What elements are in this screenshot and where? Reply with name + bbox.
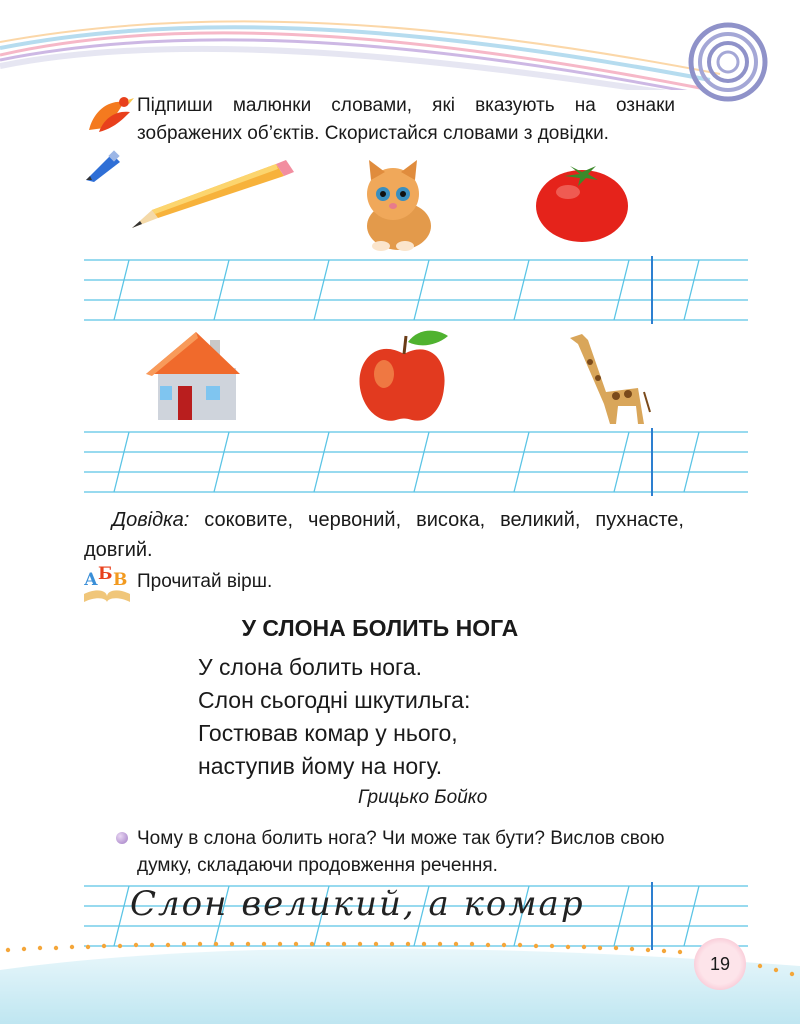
poem-title: У СЛОНА БОЛИТЬ НОГА [241,615,519,641]
task-instruction: Підпиши малюнки словами, які вказують на ознаки зображених об’єктів. Скористайся словами з довідки. [137,95,675,144]
poem-line: наступив йому на ногу. [198,753,443,779]
spiral-icon [688,22,768,102]
giraffe-picture [560,326,656,426]
hint-label: Довідка: [112,509,190,531]
abc-book-icon [82,564,132,604]
bird-icon [84,90,134,138]
abc-letter-a: А [84,570,98,590]
writing-lines-1 [84,256,748,324]
poem-body [198,651,470,783]
poem-line: У слона болить нога. [198,654,423,680]
pen-icon [82,148,124,184]
header-decoration [0,0,800,90]
abc-letter-v: В [113,570,128,590]
writing-lines-2 [84,428,748,496]
poem-line: Слон сьогодні шкутильга: [198,687,471,713]
apple-picture [356,326,452,426]
read-instruction: Прочитай вірш. [137,571,273,592]
question-text: Чому в слона болить нога? Чи може так бути? Вислов свою думку, складаючи продовження речення. [137,828,665,876]
tomato-picture [534,160,630,244]
hint-text [84,505,684,565]
page-number: 19 [694,938,746,990]
house-picture [142,326,242,422]
kitten-picture [355,160,439,252]
abc-letter-b: Б [98,564,113,584]
footer-decoration [0,930,800,1024]
hint-words: соковите, червоний, висока, великий, пухнасте, довгий. [84,509,684,561]
poem-author: Грицько Бойко [358,787,488,808]
handwritten-sentence-start: Слон великий, а комар [130,884,585,924]
bullet-icon [116,832,128,844]
poem-line: Гостював комар у нього, [198,720,458,746]
pencil-picture [128,160,298,232]
